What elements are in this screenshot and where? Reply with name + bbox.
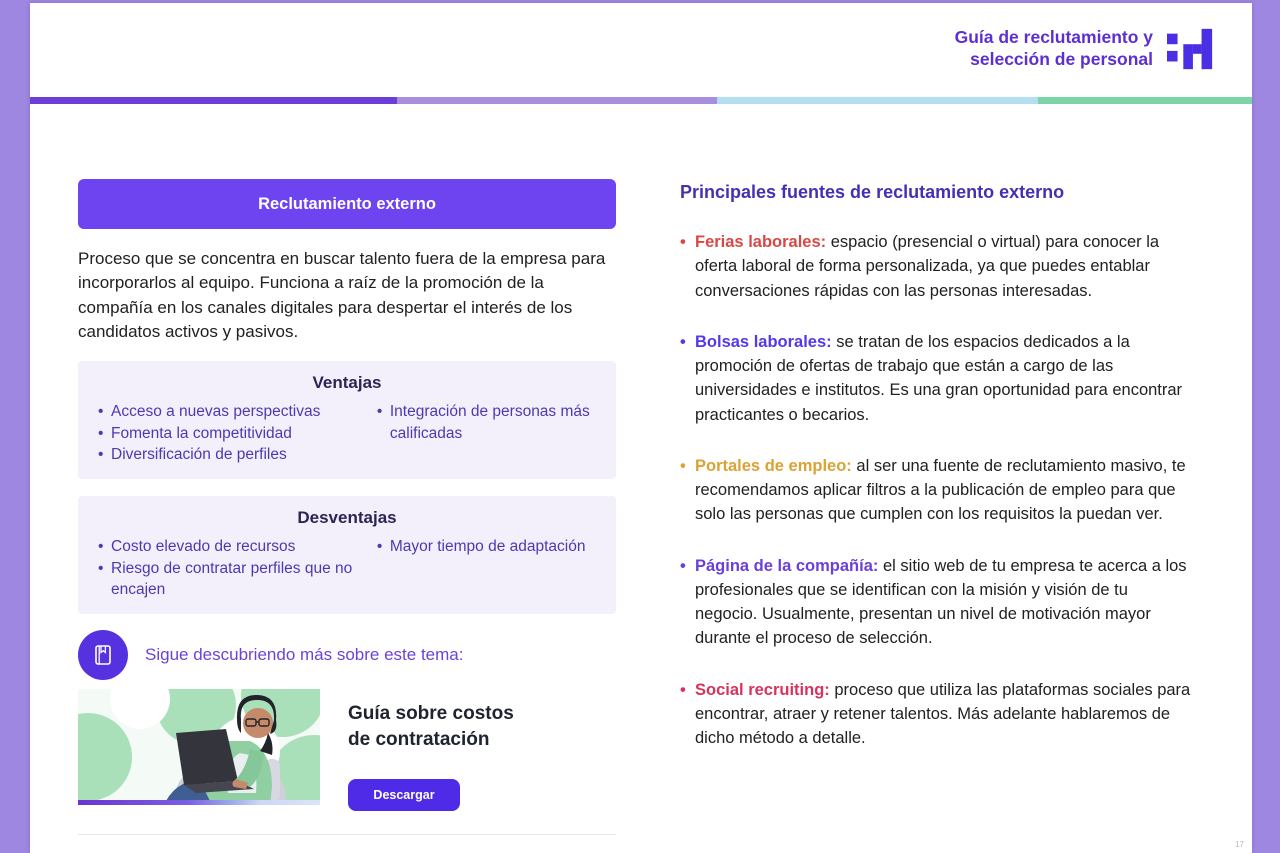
gradient-segment-green — [1038, 97, 1252, 104]
desventajas-title: Desventajas — [297, 508, 397, 528]
source-item-text: el sitio web de tu empresa te acerca a los profesionales que se identifican con la misión y visión de tu negocio. Usualmente, presentan un nivel de motivación mayor durante el proceso de selección. — [695, 556, 1187, 648]
discover-label: Sigue descubriendo más sobre este tema: — [145, 645, 464, 665]
section-banner-label: Reclutamiento externo — [258, 194, 436, 213]
source-item — [680, 330, 1194, 427]
advantage-item: • Riesgo de contratar perfiles que no encajen — [98, 558, 377, 601]
source-item-lead: Portales de empleo: — [695, 456, 857, 475]
source-item-lead: Bolsas laborales: — [695, 332, 837, 351]
desventajas-box — [78, 496, 616, 614]
ventajas-list-col2 — [377, 401, 596, 465]
gradient-segment-lavender — [397, 97, 717, 104]
bullet-dot: • — [680, 680, 686, 699]
advantage-item: • Fomenta la competitividad — [98, 423, 377, 444]
card-title-line1: Guía sobre costos — [348, 703, 514, 725]
page-header — [30, 3, 1252, 97]
discover-row — [78, 630, 616, 680]
source-item-lead: Página de la compañía: — [695, 556, 883, 575]
advantage-item: • Acceso a nuevas perspectivas — [98, 401, 377, 422]
advantage-item: • Integración de personas más calificadas — [377, 401, 596, 444]
advantage-item: • Diversificación de perfiles — [98, 444, 377, 465]
guide-title-line2: selección de personal — [970, 48, 1153, 69]
left-column — [78, 179, 616, 835]
desventajas-list-col2 — [377, 536, 596, 600]
ventajas-box — [78, 361, 616, 479]
section-banner — [78, 179, 616, 229]
ventajas-list-col1 — [98, 401, 377, 465]
woman-with-laptop-photo — [78, 689, 320, 805]
desventajas-list-col1 — [98, 536, 377, 600]
intro-paragraph: Proceso que se concentra en buscar talento fuera de la empresa para incorporarlos al equipo. Funciona a raíz de la promoción de la compañía en los canales digitales para despertar el interés de los candidatos activos y pasivos. — [78, 249, 606, 341]
advantage-item: • Costo elevado de recursos — [98, 536, 377, 557]
pixel-h-logo-icon — [1167, 28, 1215, 70]
guide-card — [78, 689, 616, 810]
sources-list — [680, 230, 1194, 750]
gradient-bar — [30, 97, 1252, 104]
source-item-lead: Ferias laborales: — [695, 233, 831, 251]
guide-title-line1: Guía de reclutamiento y — [954, 27, 1153, 47]
source-item-lead: Social recruiting: — [695, 680, 835, 699]
source-item-text: se tratan de los espacios dedicados a la promoción de ofertas de trabajo que están a cargo de las universidades e institutos. Es una gran oportunidad para encontrar practicantes o becarios. — [695, 332, 1183, 424]
source-item — [680, 678, 1194, 751]
bottom-divider — [78, 834, 616, 835]
bullet-dot: • — [680, 332, 686, 351]
sources-title: Principales fuentes de reclutamiento externo — [680, 182, 1065, 202]
download-button[interactable]: Descargar — [348, 779, 460, 811]
gradient-segment-lightblue — [717, 97, 1038, 104]
ventajas-title: Ventajas — [312, 373, 382, 393]
gradient-segment-purple — [30, 97, 397, 104]
page-number: 17 — [1235, 840, 1244, 849]
photo-gradient-strip — [78, 800, 320, 805]
right-column — [680, 182, 1194, 835]
card-title-line2: de contratación — [348, 728, 490, 750]
advantage-item: • Mayor tiempo de adaptación — [377, 536, 596, 557]
bullet-dot: • — [680, 456, 686, 475]
document-page — [30, 3, 1252, 853]
source-item — [680, 554, 1194, 651]
source-item — [680, 454, 1194, 527]
guide-title — [955, 27, 1153, 71]
source-item-text: espacio (presencial o virtual) para conocer la oferta laboral de forma personalizada, ya que puedes entablar conversaciones rápidas con las personas interesadas. — [695, 233, 1160, 300]
source-item — [680, 230, 1194, 303]
book-icon — [78, 630, 128, 680]
source-item-text: proceso que utiliza las plataformas sociales para encontrar, atraer y retener talentos. Más adelante hablaremos de dicho método a detalle. — [695, 680, 1191, 747]
source-item-text: al ser una fuente de reclutamiento masivo, te recomendamos aplicar filtros a la publicación de empleo para que solo las personas que cumplen con los requisitos la puedan ver. — [695, 456, 1186, 524]
card-title — [348, 701, 514, 751]
bullet-dot: • — [680, 556, 686, 575]
bullet-dot: • — [680, 233, 686, 251]
